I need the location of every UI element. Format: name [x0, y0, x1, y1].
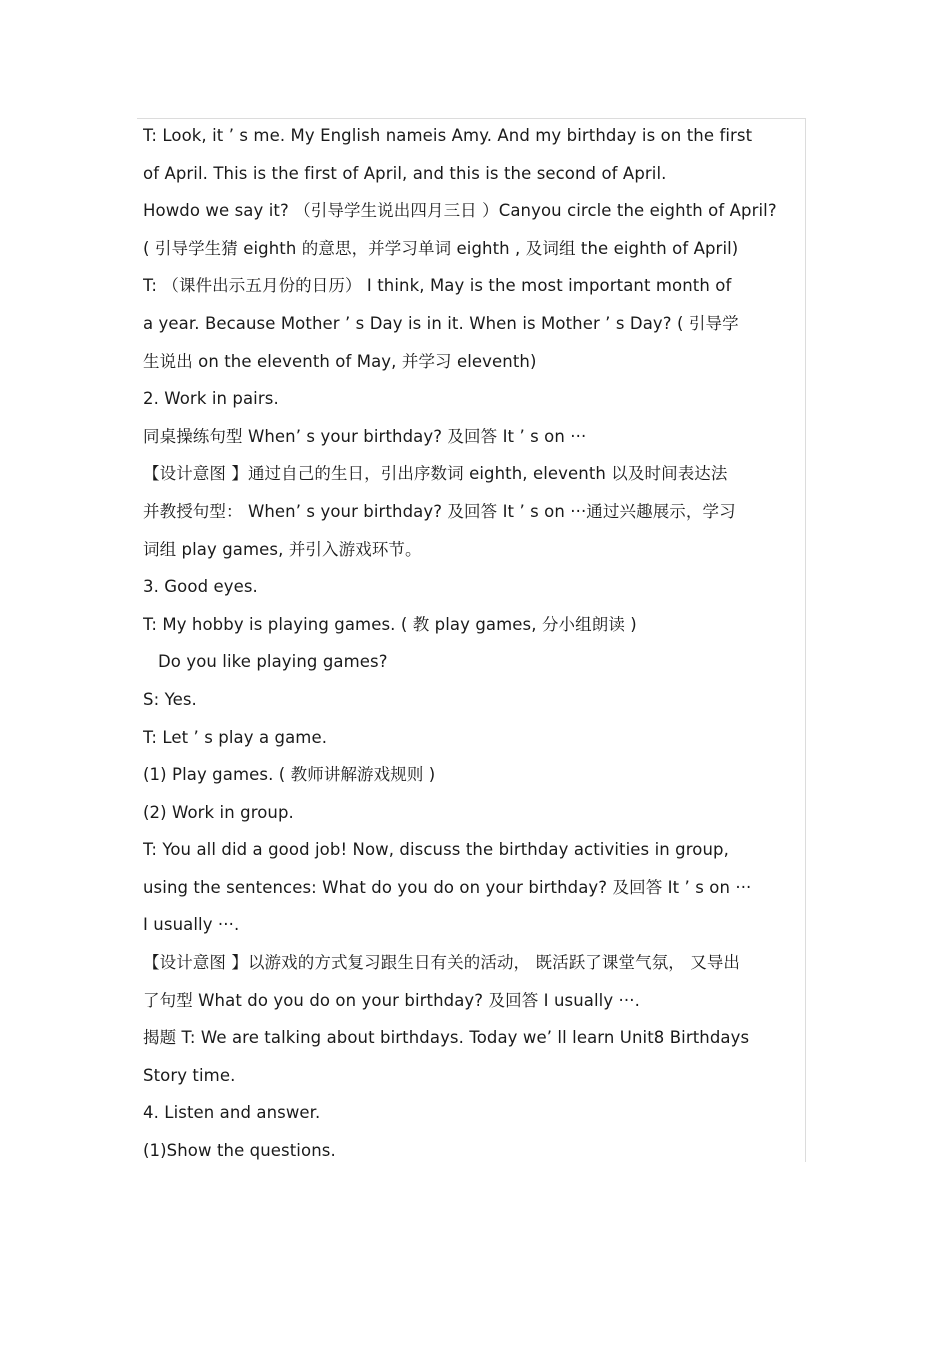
text-line: ( 引导学生猜 eighth 的意思，并学习单词 eighth , 及词组 the eighth of April)	[143, 238, 739, 258]
section-heading: 4. Listen and answer.	[143, 1103, 321, 1123]
text-line: I usually ···.	[143, 915, 240, 935]
section-heading: 3. Good eyes.	[143, 577, 258, 597]
text-line: Do you like playing games?	[158, 652, 388, 672]
text-line: S: Yes.	[143, 689, 197, 709]
text-line: T: Let ’ s play a game.	[143, 727, 328, 747]
text-line: 同桌操练句型 When’ s your birthday? 及回答 It ’ s on ···	[143, 426, 587, 446]
text-line: using the sentences: What do you do on your birthday? 及回答 It ’ s on ···	[143, 877, 752, 897]
text-line: 揭题 T: We are talking about birthdays. Today we’ ll learn Unit8 Birthdays	[143, 1028, 750, 1048]
text-line: (1)Show the questions.	[143, 1141, 336, 1161]
text-line: T: Look, it ’ s me. My English nameis Amy. And my birthday is on the first	[143, 126, 753, 145]
text-line: Howdo we say it? （引导学生说出四月三日 ）Canyou circle the eighth of April?	[143, 201, 777, 221]
document-body	[143, 117, 811, 1170]
text-line: a year. Because Mother ’ s Day is in it. When is Mother ’ s Day? ( 引导学	[143, 313, 739, 333]
design-intent-line: 【设计意图 】以游戏的方式复习跟生日有关的活动， 既活跃了课堂气氛， 又导出	[143, 953, 741, 973]
section-heading: 2. Work in pairs.	[143, 389, 279, 409]
text-line: of April. This is the first of April, and this is the second of April.	[143, 163, 667, 183]
text-line: T: （课件出示五月份的日历） I think, May is the most important month of	[143, 276, 732, 296]
text-line: Story time.	[143, 1065, 236, 1085]
text-line: 生说出 on the eleventh of May, 并学习 eleventh)	[143, 351, 537, 371]
text-line: (2) Work in group.	[143, 802, 294, 822]
design-intent-line: 【设计意图 】通过自己的生日，引出序数词 eighth, eleventh 以及时间表达法	[143, 464, 728, 484]
text-line: T: My hobby is playing games. ( 教 play games, 分小组朗读 )	[143, 614, 637, 634]
text-line: 了句型 What do you do on your birthday? 及回答 I usually ···.	[143, 990, 640, 1010]
text-line: 并教授句型： When’ s your birthday? 及回答 It ’ s on ···通过兴趣展示，学习	[143, 501, 736, 521]
text-line: 词组 play games, 并引入游戏环节。	[143, 539, 422, 559]
text-line: (1) Play games. ( 教师讲解游戏规则 )	[143, 765, 436, 785]
text-line: T: You all did a good job! Now, discuss the birthday activities in group,	[143, 840, 729, 860]
